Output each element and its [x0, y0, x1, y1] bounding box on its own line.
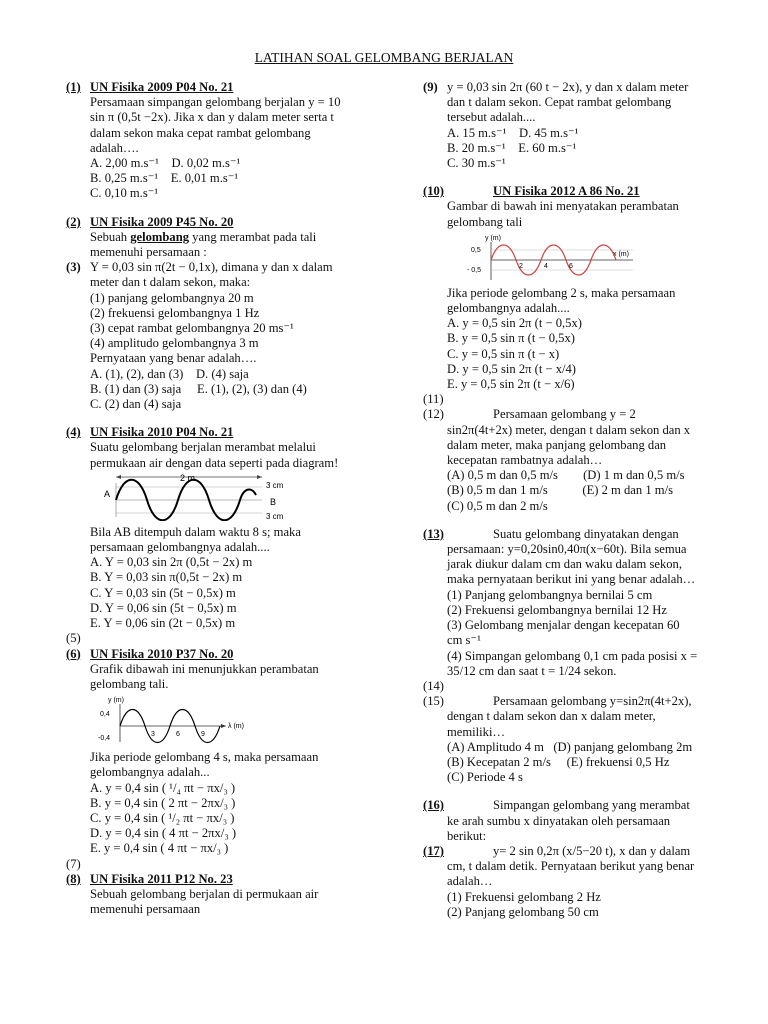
- question-1: (1) UN Fisika 2009 P04 No. 21 Persamaan simpangan gelombang berjalan y = 10 sin π (0,5t −2x). Jika x dan y dalam meter serta t dalam sekon maka cepat rambat gelombang adalah…. A. 2,00 m.s⁻¹ D. 0,02 m.s⁻¹ B. 0,25 m.s⁻¹ E. 0,01 m.s⁻¹ C. 0,10 m.s⁻¹: [66, 80, 341, 201]
- question-4: (4) UN Fisika 2010 P04 No. 21 Suatu gelombang berjalan merambat melalui permukaan air dengan data seperti pada diagram! 2 m A B 3 cm 3 cm Bila AB ditempuh dalam waktu 8 s; maka persamaan gelombangnya adalah.... A. Y = 0,03 sin 2π (0,5t − 2x) m B. Y = 0,03 sin π(0,5t − 2x) m C. Y = 0,03 sin (5t − 0,5x) m D. Y = 0,06 sin (5t − 0,5x) m E. Y = 0,06 sin (2t − 0,5x) m: [66, 425, 386, 631]
- amplitude-bottom-label: 3 cm: [266, 511, 284, 521]
- question-15: (15) Persamaan gelombang y=sin2π(4t+2x), dengan t dalam sekon dan x dalam meter, memiliki… (A) Amplitudo 4 m (D) panjang gelombang 2m (B) Kecepatan 2 m/s (E) frekuensi 0,5 Hz (C) Periode 4 s: [423, 694, 693, 785]
- question-16: (16) Simpangan gelombang yang merambat ke arah sumbu x dinyatakan oleh persamaan berikut:: [423, 798, 690, 843]
- question-8: (8) UN Fisika 2011 P12 No. 23 Sebuah gelombang berjalan di permukaan air memenuhi persamaan: [66, 871, 319, 917]
- y-max-label: 0,5: [471, 246, 481, 254]
- question-7: (7): [66, 856, 81, 871]
- y-axis-label: y (m): [485, 234, 501, 242]
- point-b-label: B: [270, 496, 277, 507]
- wave-graph-q10: [451, 232, 723, 282]
- question-10: (10) UN Fisika 2012 A 86 No. 21 Gambar di bawah ini menyatakan perambatan gelombang tali y (m) x (m) 0,5 - 0,5 2 4 6 Jika periode gelombang 2 s, maka persamaan gelombangnya adalah.... A. y = 0,5 sin 2π (t − 0,5x) B. y = 0,5 sin π (t − 0,5x) C. y = 0,5 sin π (t − x) D. y = 0,5 sin 2π (t − x/4) E. y = 0,5 sin 2π (t − x/6): [423, 184, 723, 392]
- question-9: (9) y = 0,03 sin 2π (60 t − 2x), y dan x dalam meter dan t dalam sekon. Cepat rambat gelombang tersebut adalah.... A. 15 m.s⁻¹ D. 45 m.s⁻¹ B. 20 m.s⁻¹ E. 60 m.s⁻¹ C. 30 m.s⁻¹: [423, 80, 689, 171]
- tick-6-label: 6: [176, 731, 180, 739]
- x-axis-label: x (m): [613, 250, 629, 258]
- question-3: (3) Y = 0,03 sin π(2t − 0,1x), dimana y dan x dalam meter dan t dalam sekon, maka: (1) panjang gelombangnya 20 m (2) frekuensi gelombangnya 1 Hz (3) cepat rambat gelombangnya 20 ms⁻¹ (4) amplitudo gelombangnya 3 m Pernyataan yang benar adalah…. A. (1), (2), dan (3) D. (4) saja B. (1) dan (3) saja E. (1), (2), (3) dan (4) C. (2) dan (4) saja: [66, 260, 333, 412]
- y-axis-label: y (m): [108, 697, 124, 705]
- question-17: (17) y= 2 sin 0,2π (x/5−20 t), x dan y dalam cm, t dalam detik. Pernyataan berikut yang benar adalah… (1) Frekuensi gelombang 2 Hz (2) Panjang gelombang 50 cm: [423, 843, 695, 919]
- amplitude-top-label: 3 cm: [266, 480, 284, 490]
- y-max-label: 0,4: [100, 711, 110, 719]
- tick-2-label: 2: [519, 262, 523, 270]
- page-title: LATIHAN SOAL GELOMBANG BERJALAN: [254, 50, 514, 65]
- tick-4-label: 4: [544, 262, 548, 270]
- question-13: (13) Suatu gelombang dinyatakan dengan persamaan: y=0,20sin0,40π(x−60t). Bila semua jarak diukur dalam cm dan waku dalam sekon, maka pernyataan berikut ini yang benar adalah… (1) Panjang gelombangnya bernilai 5 cm (2) Frekuensi gelombangnya bernilai 12 Hz (3) Gelombang menjalar dengan kecepatan 60 cm s⁻¹ (4) Simpangan gelombang 0,1 cm pada posisi x = 35/12 cm dan saat t = 1/24 sekon.: [423, 526, 698, 678]
- question-6: (6) UN Fisika 2010 P37 No. 20 Grafik dibawah ini menunjukkan perambatan gelombang tali. y (m) λ (m) 0,4 -0,4 3 6 9 Jika periode gelombang 4 s, maka persamaan gelombangnya adalah... A. y = 0,4 sin ( ¹/₄ πt − πx/₃ ) B. y = 0,4 sin ( 2 πt − 2πx/₃ ) C. y = 0,4 sin ( ¹/₂ πt − πx/₃ ) D. y = 0,4 sin ( 4 πt − 2πx/₃ ) E. y = 0,4 sin ( 4 πt − πx/₃ ): [66, 647, 386, 857]
- wave-diagram-q4: [94, 473, 386, 521]
- question-5: (5): [66, 631, 81, 646]
- x-axis-label: λ (m): [228, 723, 244, 731]
- dimension-label: 2 m: [180, 472, 196, 483]
- tick-6-label: 6: [569, 262, 573, 270]
- left-column: [66, 80, 386, 917]
- question-14: (14): [423, 678, 444, 693]
- right-column: [423, 80, 723, 920]
- tick-9-label: 9: [201, 731, 205, 739]
- wave-graph-q6: [94, 694, 386, 746]
- y-min-label: -0,4: [98, 735, 111, 743]
- question-11: (11): [423, 392, 444, 407]
- y-min-label: - 0,5: [467, 266, 482, 274]
- point-a-label: A: [104, 488, 111, 499]
- tick-3-label: 3: [151, 731, 155, 739]
- question-2: (2) UN Fisika 2009 P45 No. 20 Sebuah gelombang yang merambat pada tali memenuhi persamaan :: [66, 214, 317, 260]
- question-12: (12) Persamaan gelombang y = 2 sin2π(4t+2x) meter, dengan t dalam sekon dan x dalam meter, maka panjang gelombang dan kecepatan rambatnya adalah… (A) 0,5 m dan 0,5 m/s (D) 1 m dan 0,5 m/s (B) 0,5 m dan 1 m/s (E) 2 m dan 1 m/s (C) 0,5 m dan 2 m/s: [423, 407, 691, 513]
